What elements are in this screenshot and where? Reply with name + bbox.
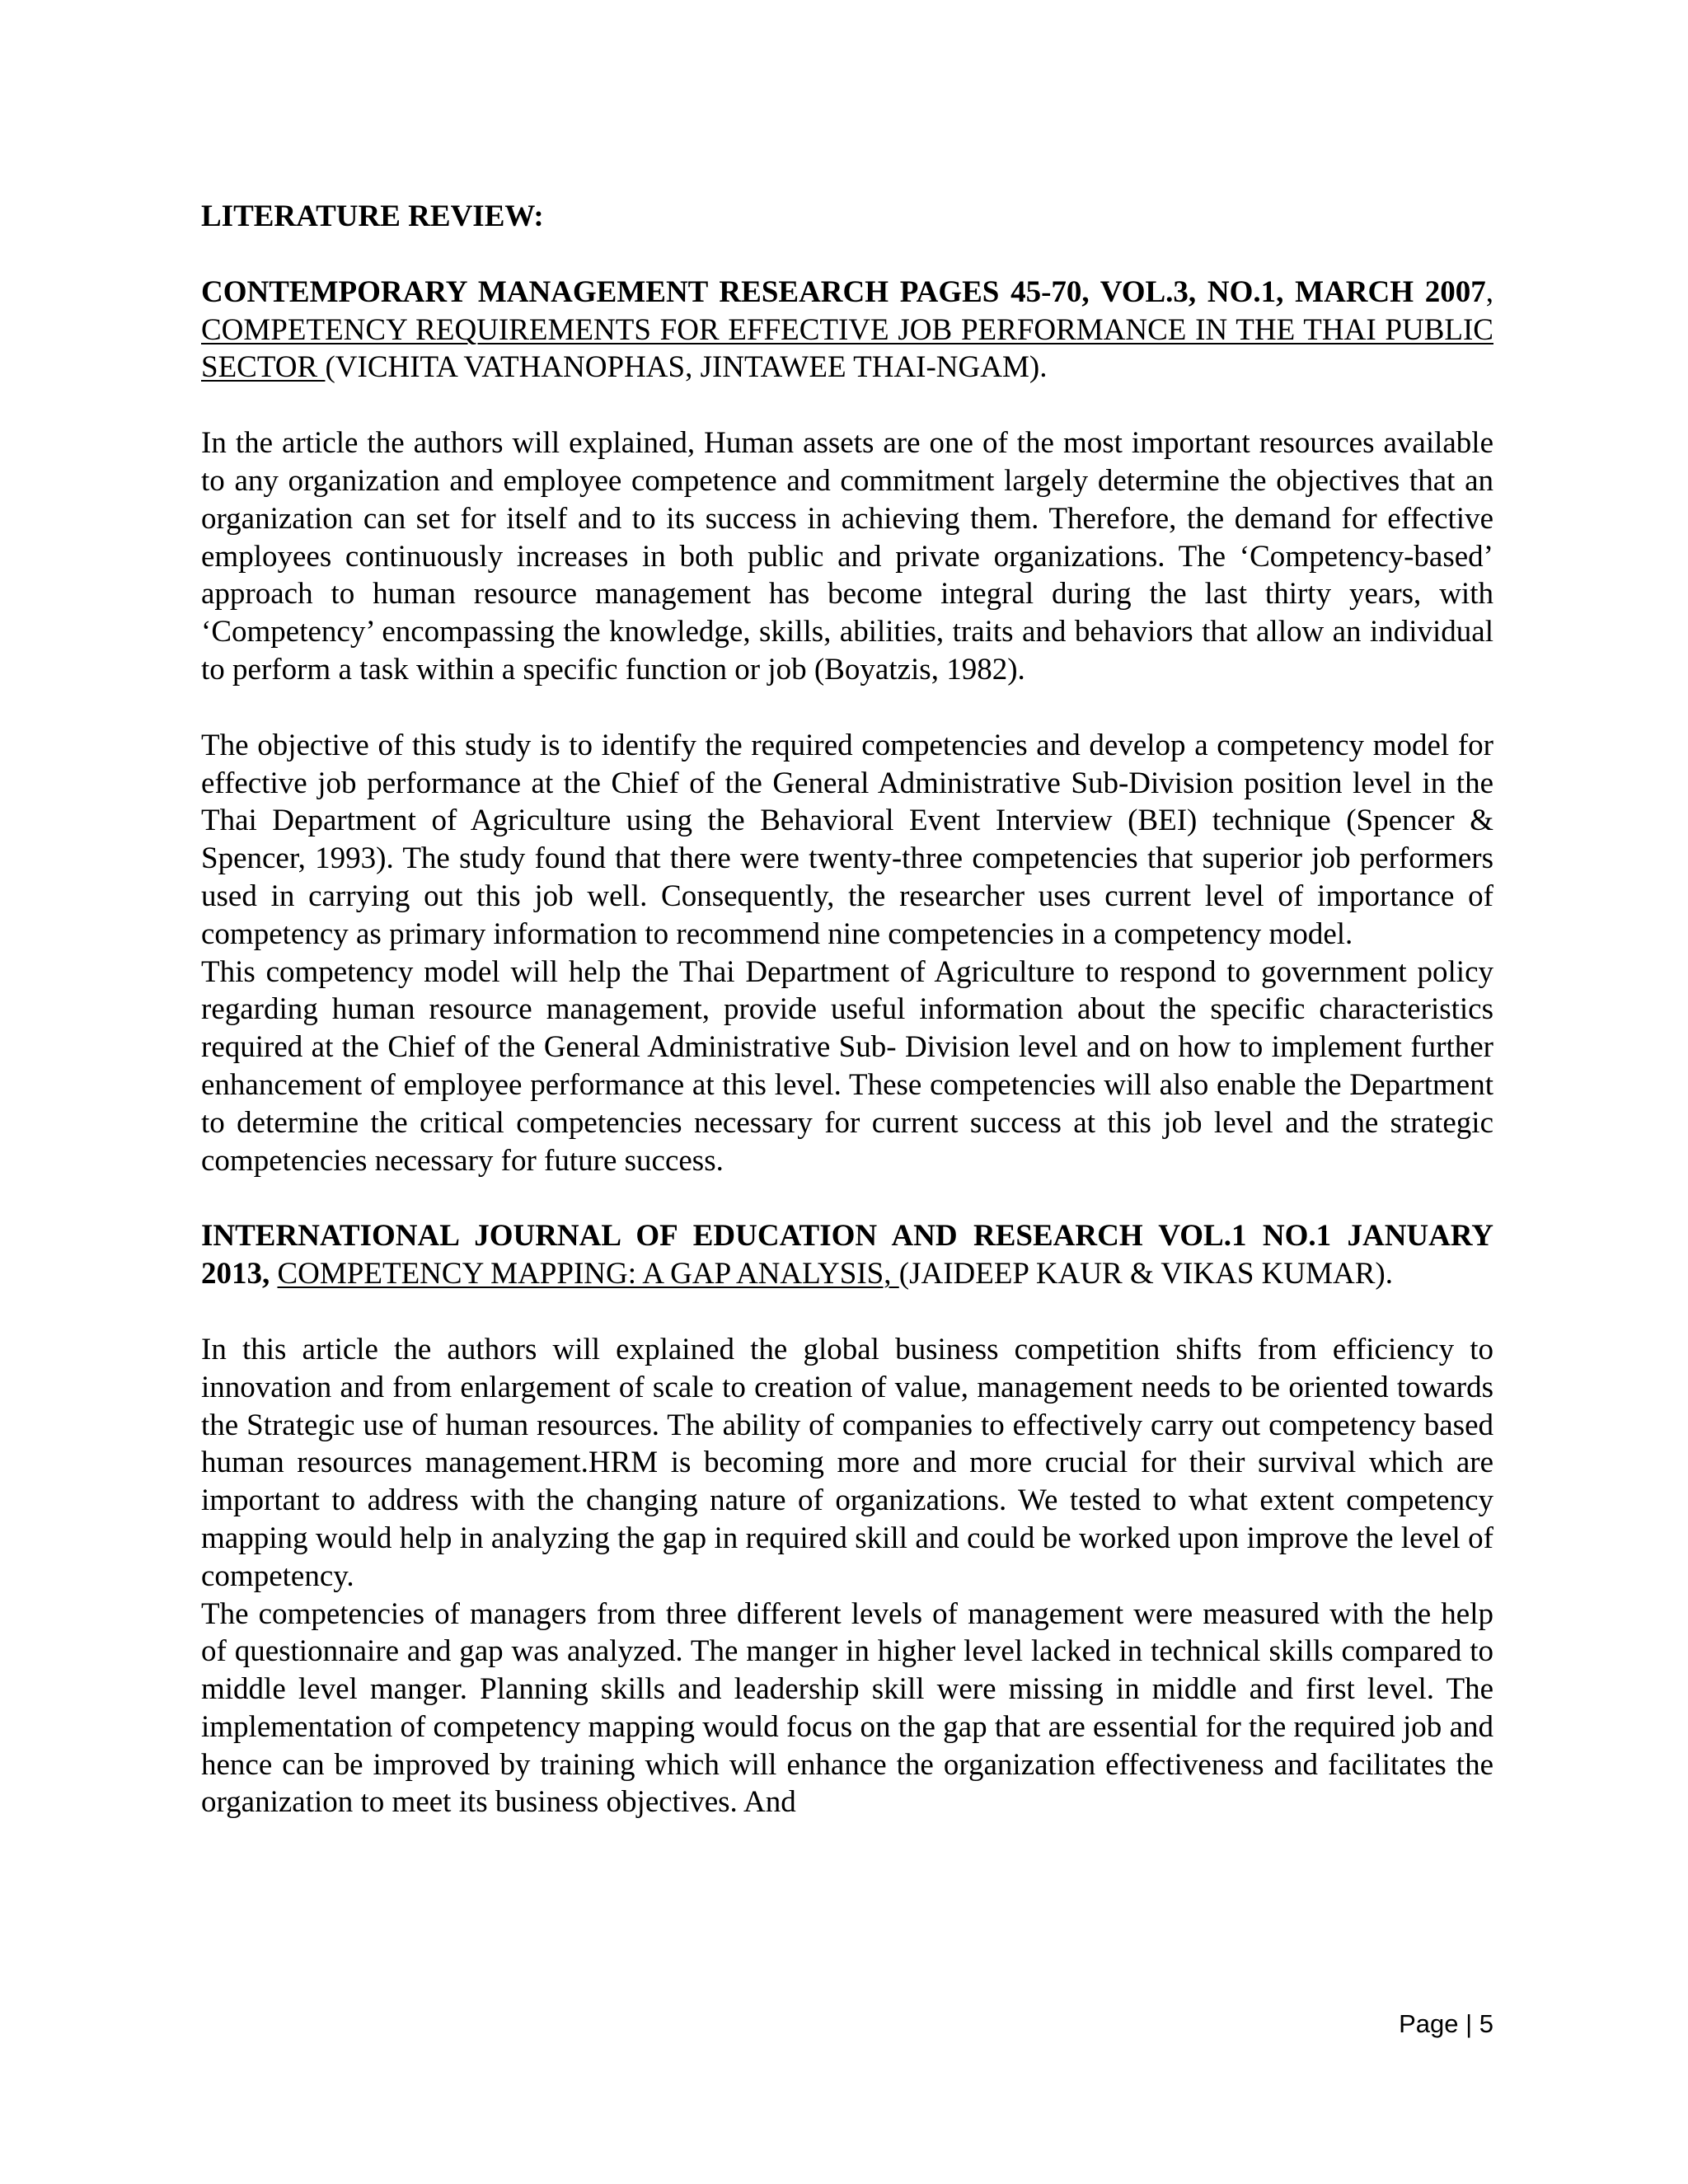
paragraph: This competency model will help the Thai Department of Agriculture to respond to government policy regarding human resource management, provide useful information about the specific characteristics required at the Chief of the General Administrative Sub- Division level and on how to implement further enhancement of employee performance at this level. These competencies will also enable the Department to determine the critical competencies necessary for current success at this job level and the strategic competencies necessary for future success. [201,954,1493,1178]
page-number: Page | 5 [1399,2009,1493,2038]
citation-authors: (VICHITA VATHANOPHAS, JINTAWEE THAI-NGAM). [325,350,1048,385]
paragraph: The competencies of managers from three different levels of management were measured with the help of questionnaire and gap was analyzed. The manger in higher level lacked in technical skills compared to middle level manger. Planning skills and leadership skill were missing in middle and first level. The implementation of competency mapping would focus on the gap that are essential for the required job and hence can be improved by training which will enhance the organization effectiveness and facilitates the organization to meet its business objectives. And [201,1596,1493,1820]
citation-separator: , [1485,274,1493,309]
citation-separator [270,1257,277,1291]
citation-title: COMPETENCY REQUIREMENTS FOR EFFECTIVE JOB PERFORMANCE IN THE THAI PUBLIC SECTOR [201,312,1493,385]
paragraph: In this article the authors will explained the global business competition shifts from efficiency to innovation and from enlargement of scale to creation of value, management needs to be oriented towards the Strategic use of human resources. The ability of companies to effectively carry out competency based human resources management.HRM is becoming more and more crucial for their survival which are important to address with the changing nature of organizations. We tested to what extent competency mapping would help in analyzing the gap in required skill and could be worked upon improve the level of competency. [201,1332,1493,1593]
citation-source: INTERNATIONAL JOURNAL OF EDUCATION AND RESEARCH VOL.1 NO.1 JANUARY 2013, [201,1219,1493,1291]
citation-title: COMPETENCY MAPPING: A GAP ANALYSIS, [277,1257,899,1291]
section-heading: LITERATURE REVIEW: [201,199,544,233]
page-content [201,198,1493,1821]
paragraph: In the article the authors will explained, Human assets are one of the most important resources available to any organization and employee competence and commitment largely determine the objectives that an organization can set for itself and to its success in achieving them. Therefore, the demand for effective employees continuously increases in both public and private organizations. The ‘Competency-based’ approach to human resource management has become integral during the last thirty years, with ‘Competency’ encompassing the knowledge, skills, abilities, traits and behaviors that allow an individual to perform a task within a specific function or job (Boyatzis, 1982). [201,426,1493,687]
citation-source: CONTEMPORARY MANAGEMENT RESEARCH PAGES 45-70, VOL.3, NO.1, MARCH 2007 [201,274,1486,309]
citation-1 [201,274,1493,387]
citation-2 [201,1217,1493,1293]
paragraph: The objective of this study is to identify the required competencies and develop a competency model for effective job performance at the Chief of the General Administrative Sub-Division position level in the Thai Department of Agriculture using the Behavioral Event Interview (BEI) technique (Spencer & Spencer, 1993). The study found that there were twenty-three competencies that superior job performers used in carrying out this job well. Consequently, the researcher uses current level of importance of competency as primary information to recommend nine competencies in a competency model. [201,728,1493,951]
citation-authors: (JAIDEEP KAUR & VIKAS KUMAR). [898,1257,1393,1291]
